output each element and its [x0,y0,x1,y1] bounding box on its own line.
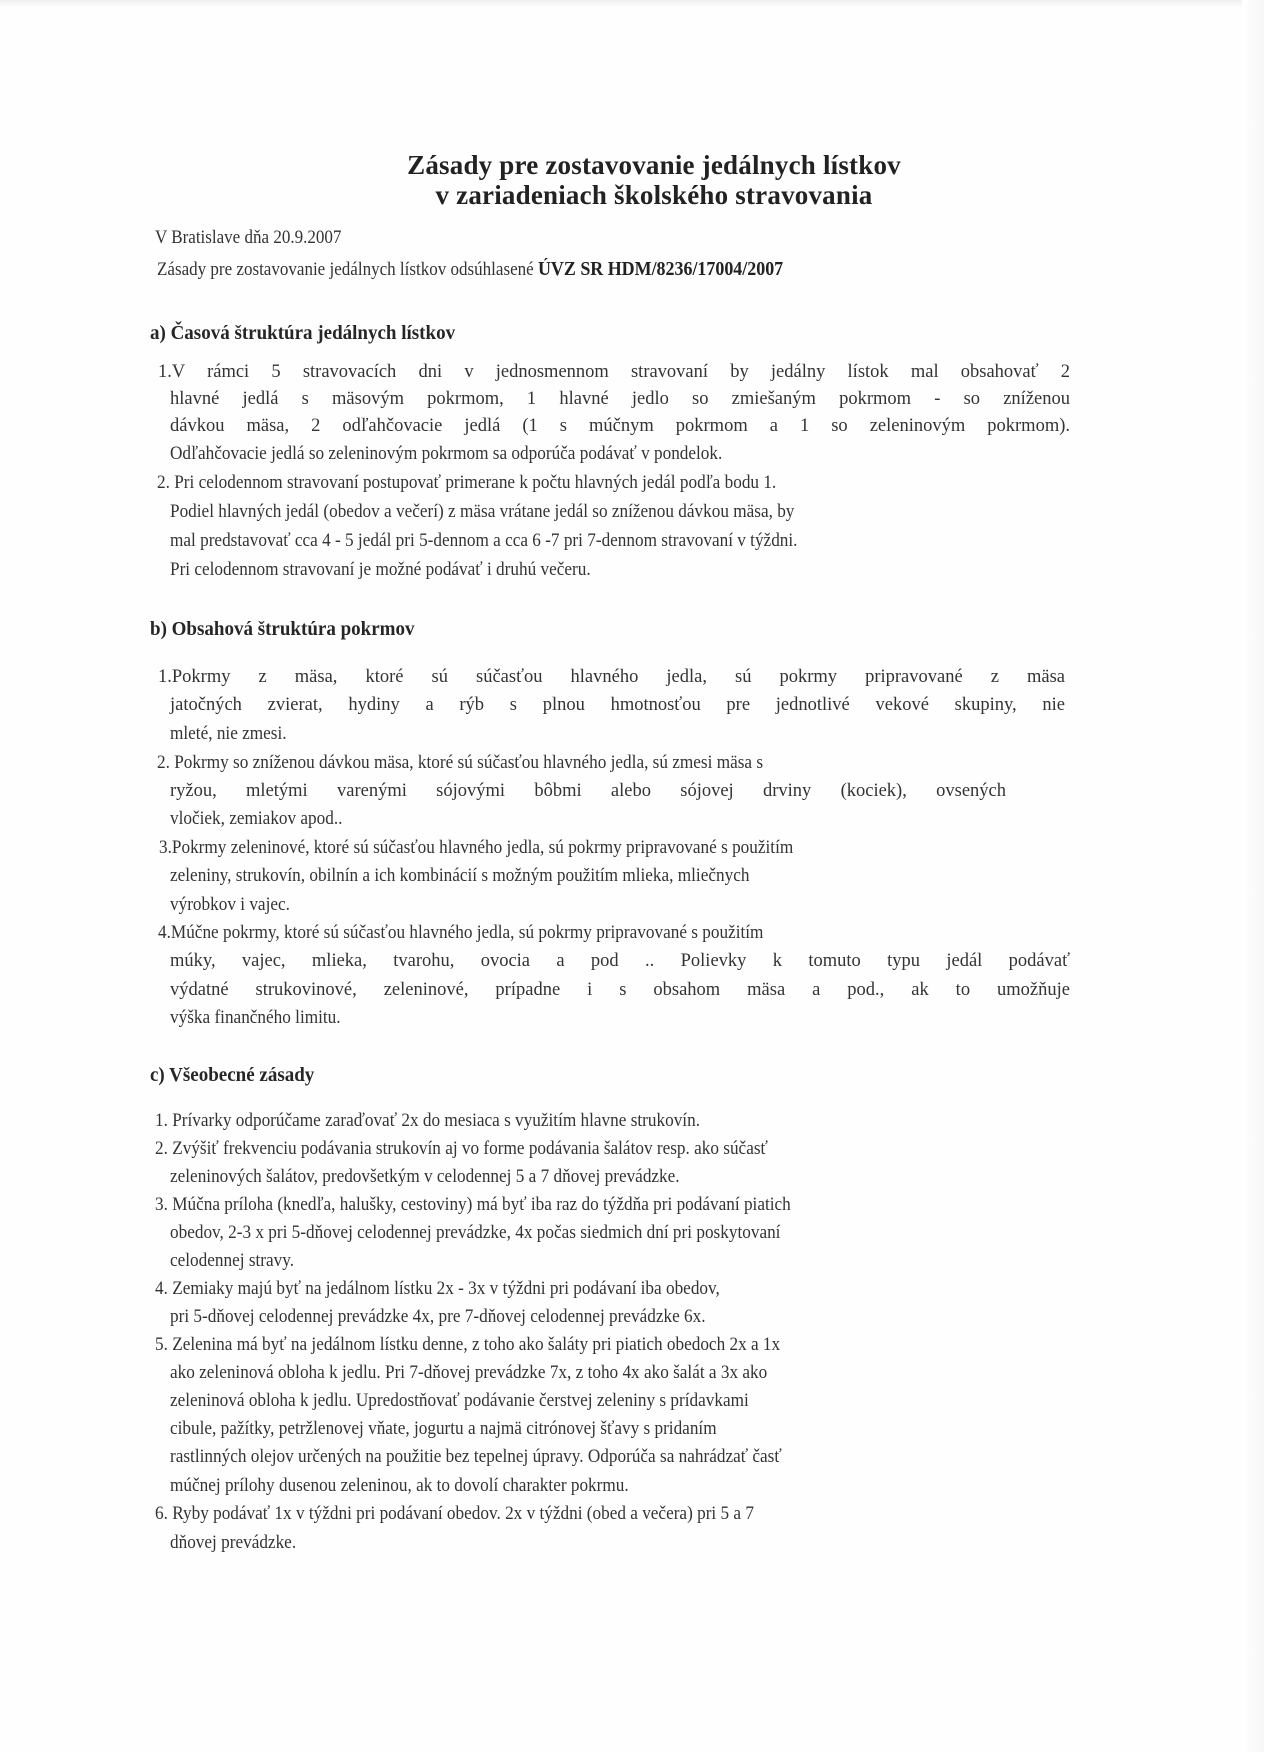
section-a-line: dávkou mäsa, 2 odľahčovacie jedlá (1 s múčnym pokrmom a 1 so zeleninovým pokrmom). [170,416,1070,436]
section-c-line: obedov, 2-3 x pri 5-dňovej celodennej prevádzke, 4x počas siedmich dní pri poskytovaní [170,1223,781,1243]
approval-line [157,259,783,281]
section-a-heading: a) Časová štruktúra jedálnych lístkov [150,322,456,344]
section-b-line: ryžou, mletými varenými sójovými bôbmi alebo sójovej drviny (kociek), ovsených [170,781,1006,801]
section-c-line: 1. Prívarky odporúčame zaraďovať 2x do mesiaca s využitím hlavne strukovín. [155,1111,700,1131]
section-b-line: výška finančného limitu. [170,1008,341,1028]
section-b-line: zeleniny, strukovín, obilnín a ich kombinácií s možným použitím mlieka, mliečnych [170,866,750,886]
section-c-line: 3. Múčna príloha (knedľa, halušky, cestoviny) má byť iba raz do týždňa pri podávaní piatich [155,1195,791,1215]
section-b-line: 1.Pokrmy z mäsa, ktoré sú súčasťou hlavného jedla, sú pokrmy pripravované z mäsa [158,667,1065,687]
approval-prefix: Zásady pre zostavovanie jedálnych lístkov odsúhlasené [157,260,538,280]
date-line: V Bratislave dňa 20.9.2007 [155,228,342,248]
section-b-line: 4.Múčne pokrmy, ktoré sú súčasťou hlavného jedla, sú pokrmy pripravované s použitím [158,923,764,943]
section-c-line: pri 5-dňovej celodennej prevádzke 4x, pre 7-dňovej celodennej prevádzke 6x. [170,1307,706,1327]
section-c-line: 5. Zelenina má byť na jedálnom lístku denne, z toho ako šaláty pri piatich obedoch 2x a 1x [155,1335,781,1355]
section-c-heading: c) Všeobecné zásady [150,1064,315,1086]
section-a-line: Odľahčovacie jedlá so zeleninovým pokrmom sa odporúča podávať v pondelok. [170,444,723,464]
document-title-line-2: v zariadeniach školského stravovania [435,180,873,210]
section-c-line: dňovej prevádzke. [170,1533,297,1553]
section-b-line: vločiek, zemiakov apod.. [170,809,343,829]
section-b-heading: b) Obsahová štruktúra pokrmov [150,618,415,640]
section-a-line: Podiel hlavných jedál (obedov a večerí) z mäsa vrátane jedál so zníženou dávkou mäsa, by [170,502,795,522]
section-b-line: jatočných zvierat, hydiny a rýb s plnou hmotnosťou pre jednotlivé vekové skupiny, nie [170,695,1065,715]
section-a-line: hlavné jedlá s mäsovým pokrmom, 1 hlavné jedlo so zmiešaným pokrmom - so zníženou [170,389,1070,409]
section-b-line: 3.Pokrmy zeleninové, ktoré sú súčasťou hlavného jedla, sú pokrmy pripravované s použitím [159,838,794,858]
section-c-line: 2. Zvýšiť frekvenciu podávania strukovín aj vo forme podávania šalátov resp. ako súčasť [155,1139,768,1159]
scan-edge-right [1242,0,1264,1752]
section-b-line: 2. Pokrmy so zníženou dávkou mäsa, ktoré sú súčasťou hlavného jedla, sú zmesi mäsa s [157,753,764,773]
section-b-line: výrobkov i vajec. [170,895,290,915]
section-c-line: rastlinných olejov určených na použitie bez tepelnej úpravy. Odporúča sa nahrádzať časť [170,1447,782,1467]
section-a-line: 1.V rámci 5 stravovacích dni v jednosmennom stravovaní by jedálny lístok mal obsahovať 2 [158,362,1070,382]
approval-reference: ÚVZ SR HDM/8236/17004/2007 [537,259,784,280]
scan-edge-top [0,0,1264,8]
document-title-line-1: Zásady pre zostavovanie jedálnych lístkov [407,150,901,180]
section-c-line: zeleninová obloha k jedlu. Upredostňovať podávanie čerstvej zeleniny s prídavkami [170,1391,749,1411]
section-c-line: 6. Ryby podávať 1x v týždni pri podávaní obedov. 2x v týždni (obed a večera) pri 5 a 7 [155,1504,754,1524]
section-c-line: zeleninových šalátov, predovšetkým v celodennej 5 a 7 dňovej prevádzke. [170,1167,680,1187]
section-b-line: múky, vajec, mlieka, tvarohu, ovocia a pod .. Polievky k tomuto typu jedál podávať [170,951,1070,971]
section-c-line: ako zeleninová obloha k jedlu. Pri 7-dňovej prevádzke 7x, z toho 4x ako šalát a 3x ako [170,1363,768,1383]
section-a-line: Pri celodennom stravovaní je možné podávať i druhú večeru. [170,560,591,580]
section-c-line: celodennej stravy. [170,1251,295,1271]
section-a-line: mal predstavovať cca 4 - 5 jedál pri 5-dennom a cca 6 -7 pri 7-dennom stravovaní v týždni. [170,531,798,551]
section-a-line: 2. Pri celodennom stravovaní postupovať primerane k počtu hlavných jedál podľa bodu 1. [157,473,777,493]
section-b-line: mleté, nie zmesi. [170,724,287,744]
section-b-line: výdatné strukovinové, zeleninové, prípadne i s obsahom mäsa a pod., ak to umožňuje [170,980,1070,1000]
section-c-line: múčnej prílohy dusenou zeleninou, ak to dovolí charakter pokrmu. [170,1476,629,1496]
section-c-line: cibule, pažítky, petržlenovej vňate, jogurtu a najmä citrónovej šťavy s pridaním [170,1419,717,1439]
section-c-line: 4. Zemiaky majú byť na jedálnom lístku 2x - 3x v týždni pri podávaní iba obedov, [155,1279,720,1299]
